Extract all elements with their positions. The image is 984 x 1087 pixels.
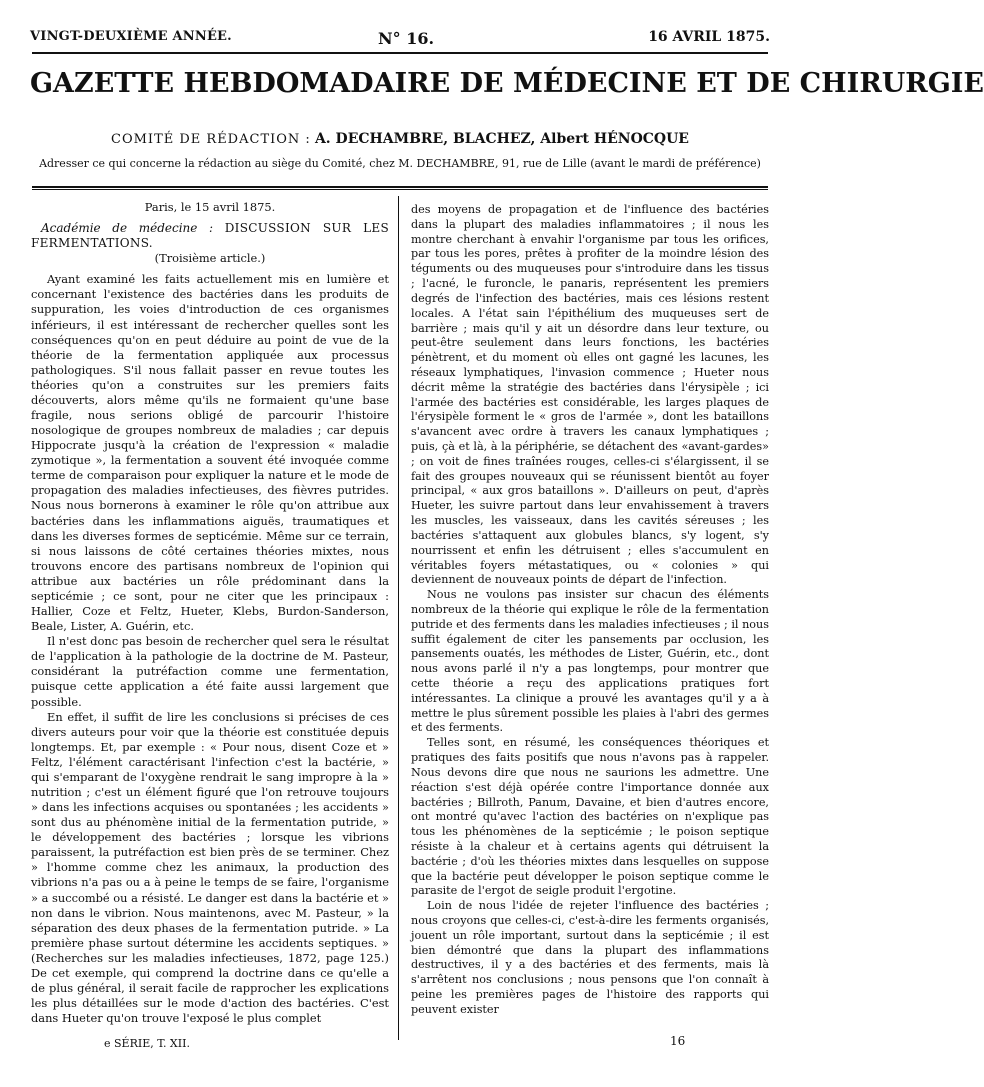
section-heading-title: DISCUSSION SUR LES FERMENTATIONS. [31, 221, 389, 251]
committee-label: COMITÉ DE RÉDACTION : [111, 132, 311, 147]
section-heading [31, 221, 389, 251]
paragraph: Loin de nous l'idée de rejeter l'influence des bactéries ; nous croyons que celles-ci, c'est-à-dire les ferments organisés, jouent un rôle important, surtout dans la septicémie ; il est bien démontré que dans la plupart des inflammations destructives, il y a des bactéries et des ferments, mais là s'arrêtent nos conclusions ; nous pensons que l'on connaît à peine les premières pages de l'histoire des rapports qui peuvent exister [411, 899, 769, 1016]
header-rule [32, 52, 768, 54]
paragraph: des moyens de propagation et de l'influence des bactéries dans la plupart des maladies inflammatoires ; il nous les montre cherchant à envahir l'organisme par tous les orifices, par tous les pores, prêtes à profiter de la moindre lésion des téguments ou des muqueuses pour s'introduire dans les tissus ; l'acné, le furoncle, le panaris, représentent les premiers degrés de l'infection des bactéries, mais ces lésions restent locales. A l'état sain l'épithélium des muqueuses sert de barrière ; mais qu'il y ait un désordre dans leur texture, ou peut-être seulement dans leurs fonctions, les bactéries pénètrent, et du moment où elles ont gagné les lacunes, les réseaux lymphatiques, l'invasion commence ; Hueter nous décrit même la stratégie des bactéries dans l'érysipèle ; ici l'armée des bactéries est considérable, les larges plaques de l'érysipèle forment le « gros de l'armée », dont les bataillons s'avancent avec ordre à travers les canaux lymphatiques ; puis, çà et là, à la périphérie, se détachent des «avant-gardes» ; on voit de fines traînées rouges, celles-ci s'élargissent, il se fait des groupes nouveaux qui se réunissent bientôt au foyer principal, « aux gros bataillons ». D'ailleurs on peut, d'après Hueter, les suivre partout dans leur envahissement à travers les muscles, les vaisseaux, dans les cavités séreuses ; les bactéries s'attaquent aux globules blancs, s'y logent, s'y nourrissent et enfin les détruisent ; elles s'accumulent en véritables foyers métastatiques, ou « colonies » qui deviennent de nouveaux points de départ de l'infection. [411, 203, 769, 587]
issue-date: 16 AVRIL 1875. [648, 29, 770, 45]
paragraph: En effet, il suffit de lire les conclusions si précises de ces divers auteurs pour voir que la théorie est constituée depuis longtemps. Et, par exemple : « Pour nous, disent Coze et » Feltz, l'élément caractérisant l'infection c'est la bactérie, » qui s'emparant de l'oxygène rendrait le sang impropre à la » nutrition ; c'est un élément figuré que l'on retrouve toujours » dans les infections acquises ou spontanées ; les accidents » sont dus au phénomène initial de la fermentation putride, » le développement des bactéries ; lorsque les vibrions paraissent, la putréfaction est bien près de se terminer. Chez » l'homme comme chez les animaux, la production des vibrions n'a pas ou a à peine le temps de se faire, l'organisme » a succombé ou a résisté. Le danger est dans la bactérie et » non dans le vibrion. Nous maintenons, avec M. Pasteur, » la séparation des deux phases de la fermentation putride. » La première phase surtout détermine les accidents septiques. » (Recherches sur les maladies infectieuses, 1872, page 125.) De cet exemple, qui comprend la doctrine dans ce qu'elle a de plus général, il serait facile de rapprocher les explications les plus détaillées sur le mode d'action des bactéries. C'est dans Hueter qu'on trouve l'exposé le plus complet [31, 709, 389, 1026]
issue-number: N° 16. [378, 29, 435, 48]
paragraph: Ayant examiné les faits actuellement mis en lumière et concernant l'existence des bactéries dans les produits de suppuration, les voies d'introduction de ces organismes inférieurs, il est intéressant de rechercher quelles sont les conséquences qu'on en peut déduire au point de vue de la théorie de la fermentation appliquée aux processus pathologiques. S'il nous fallait passer en revue toutes les théories qu'on a construites sur les premiers faits découverts, alors même qu'ils ne formaient qu'une base fragile, nous serions obligé de parcourir l'histoire nosologique de groupes nombreux de maladies ; car depuis Hippocrate jusqu'à la création de l'expression « maladie zymotique », la fermentation a souvent été invoquée comme terme de comparaison pour expliquer la nature et le mode de propagation des maladies infectieuses, des fièvres putrides. Nous nous bornerons à examiner le rôle qu'on attribue aux bactéries dans les inflammations aiguës, traumatiques et dans les diverses formes de septicémie. Même sur ce terrain, si nous laissons de côté certaines théories mixtes, nous trouvons encore des partisans nombreux de l'opinion qui attribue aux bactéries un rôle prédominant dans la septicémie ; ce sont, pour ne citer que les principaux : Hallier, Coze et Feltz, Hueter, Klebs, Burdon-Sanderson, Beale, Lister, A. Guérin, etc. [31, 272, 389, 634]
masthead-rule-thin [32, 189, 768, 190]
series-footer: e SÉRIE, T. XII. [104, 1037, 190, 1050]
masthead-rule-thick [32, 186, 768, 188]
year-label: VINGT-DEUXIÈME ANNÉE. [30, 29, 232, 44]
paragraph: Telles sont, en résumé, les conséquences théoriques et pratiques des faits positifs que nous n'avons pas à rappeler. Nous devons dire que nous ne saurions les admettre. Une réaction s'est déjà opérée contre l'importance donnée aux bactéries ; Billroth, Panum, Davaine, et bien d'autres encore, ont montré qu'avec l'action des bactéries on n'explique pas tous les phénomènes de la septicémie ; le poison septique résiste à la chaleur et à certains agents qui détruisent la bactérie ; d'où les théories mixtes dans lesquelles on suppose que la bactérie peut développer le poison septique comme le parasite de l'ergot de seigle produit l'ergotine. [411, 736, 769, 898]
column-divider [398, 196, 399, 1040]
editorial-address: Adresser ce qui concerne la rédaction au siège du Comité, chez M. DECHAMBRE, 91, rue de Lille (avant le mardi de préférence) [39, 157, 761, 170]
column-left [31, 200, 389, 1026]
article-number: (Troisième article.) [154, 251, 266, 266]
article-dateline: Paris, le 15 avril 1875. [144, 200, 276, 214]
editorial-committee [30, 131, 770, 147]
paragraph: Nous ne voulons pas insister sur chacun des éléments nombreux de la théorie qui explique le rôle de la fermentation putride et des ferments dans les maladies infectieuses ; il nous suffit également de citer les pansements par occlusion, les pansements ouatés, les méthodes de Lister, Guérin, etc., dont nous avons parlé il n'y a pas longtemps, pour montrer que cette théorie a reçu des applications pratiques fort intéressantes. La clinique a prouvé les avantages qu'il y a à mettre le plus sûrement possible les plaies à l'abri des germes et des ferments. [411, 588, 769, 735]
section-heading-italic: Académie de médecine : [41, 221, 214, 236]
paragraph: Il n'est donc pas besoin de rechercher quel sera le résultat de l'application à la pathologie de la doctrine de M. Pasteur, considérant la putréfaction comme une fermentation, puisque cette application a été faite aussi largement que possible. [31, 634, 389, 709]
column-right [411, 203, 769, 1018]
committee-names: A. DECHAMBRE, BLACHEZ, Albert HÉNOCQUE [314, 131, 689, 147]
masthead-title: GAZETTE HEBDOMADAIRE DE MÉDECINE ET DE CHIRURGIE [30, 68, 984, 99]
sheet-signature: 16 [670, 1034, 686, 1048]
header-line [30, 29, 770, 47]
